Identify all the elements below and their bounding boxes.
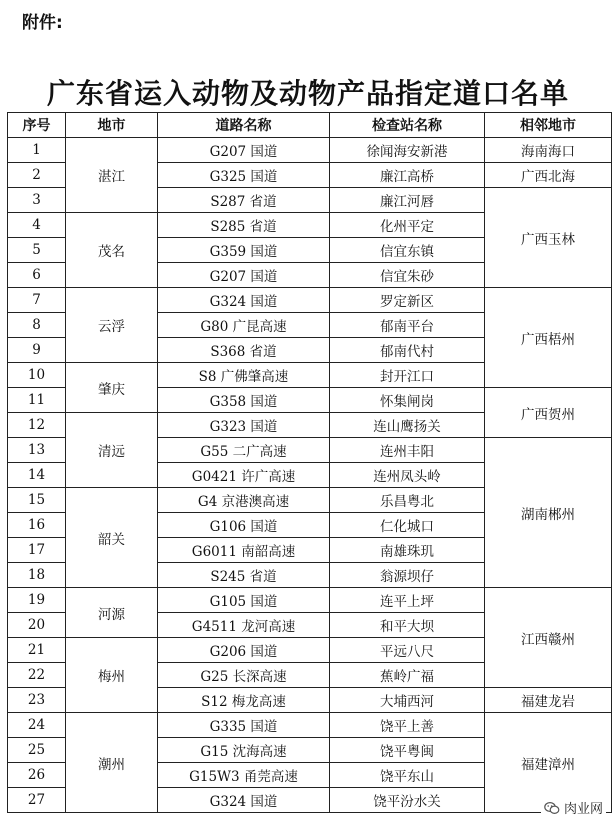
- road-cell: S287 省道: [158, 188, 330, 213]
- road-cell: G80 广昆高速: [158, 313, 330, 338]
- road-cell: G207 国道: [158, 263, 330, 288]
- row-index: 17: [8, 538, 66, 563]
- neighbor-city-cell: 广西玉林: [485, 188, 612, 288]
- city-cell: 清远: [66, 413, 158, 488]
- road-cell: G325 国道: [158, 163, 330, 188]
- row-index: 26: [8, 763, 66, 788]
- row-index: 2: [8, 163, 66, 188]
- road-cell: G323 国道: [158, 413, 330, 438]
- road-cell: G358 国道: [158, 388, 330, 413]
- watermark: [541, 797, 606, 818]
- station-cell: 饶平粤闽: [330, 738, 485, 763]
- road-cell: G0421 许广高速: [158, 463, 330, 488]
- watermark-text: 肉业网: [563, 802, 603, 817]
- table-body: [8, 138, 612, 813]
- station-cell: 郁南平台: [330, 313, 485, 338]
- row-index: 19: [8, 588, 66, 613]
- header-road: 道路名称: [158, 113, 330, 138]
- road-cell: G4 京港澳高速: [158, 488, 330, 513]
- attachment-label: 附件:: [22, 13, 63, 33]
- neighbor-city-cell: 福建漳州: [485, 713, 612, 813]
- road-cell: G335 国道: [158, 713, 330, 738]
- road-cell: G15 沈海高速: [158, 738, 330, 763]
- row-index: 4: [8, 213, 66, 238]
- road-cell: G6011 南韶高速: [158, 538, 330, 563]
- road-cell: G55 二广高速: [158, 438, 330, 463]
- row-index: 15: [8, 488, 66, 513]
- station-cell: 连平上坪: [330, 588, 485, 613]
- road-cell: S368 省道: [158, 338, 330, 363]
- station-cell: 饶平上善: [330, 713, 485, 738]
- road-cell: G4511 龙河高速: [158, 613, 330, 638]
- row-index: 16: [8, 513, 66, 538]
- station-cell: 南雄珠玑: [330, 538, 485, 563]
- table-header-row: [8, 113, 612, 138]
- row-index: 14: [8, 463, 66, 488]
- row-index: 22: [8, 663, 66, 688]
- station-cell: 连州丰阳: [330, 438, 485, 463]
- city-cell: 河源: [66, 588, 158, 638]
- station-cell: 仁化城口: [330, 513, 485, 538]
- row-index: 6: [8, 263, 66, 288]
- neighbor-city-cell: 广西北海: [485, 163, 612, 188]
- header-index: 序号: [8, 113, 66, 138]
- header-neighbor: 相邻地市: [485, 113, 612, 138]
- wechat-icon: [544, 801, 560, 815]
- station-cell: 饶平汾水关: [330, 788, 485, 813]
- table-row: [8, 288, 612, 313]
- station-cell: 化州平定: [330, 213, 485, 238]
- station-cell: 怀集闸岗: [330, 388, 485, 413]
- road-cell: G15W3 甬莞高速: [158, 763, 330, 788]
- page-title: 广东省运入动物及动物产品指定道口名单: [46, 77, 569, 110]
- checkpoint-table: [7, 112, 612, 813]
- road-cell: S285 省道: [158, 213, 330, 238]
- station-cell: 平远八尺: [330, 638, 485, 663]
- station-cell: 信宜朱砂: [330, 263, 485, 288]
- station-cell: 廉江高桥: [330, 163, 485, 188]
- header-city: 地市: [66, 113, 158, 138]
- table-row: [8, 713, 612, 738]
- station-cell: 罗定新区: [330, 288, 485, 313]
- station-cell: 连州凤头岭: [330, 463, 485, 488]
- station-cell: 徐闻海安新港: [330, 138, 485, 163]
- station-cell: 大埔西河: [330, 688, 485, 713]
- road-cell: G324 国道: [158, 788, 330, 813]
- city-cell: 湛江: [66, 138, 158, 213]
- city-cell: 茂名: [66, 213, 158, 288]
- neighbor-city-cell: 江西赣州: [485, 588, 612, 688]
- header-station: 检查站名称: [330, 113, 485, 138]
- table-row: [8, 138, 612, 163]
- city-cell: 云浮: [66, 288, 158, 363]
- road-cell: G359 国道: [158, 238, 330, 263]
- row-index: 13: [8, 438, 66, 463]
- row-index: 18: [8, 563, 66, 588]
- neighbor-city-cell: 广西贺州: [485, 388, 612, 438]
- station-cell: 信宜东镇: [330, 238, 485, 263]
- road-cell: G207 国道: [158, 138, 330, 163]
- road-cell: G25 长深高速: [158, 663, 330, 688]
- station-cell: 饶平东山: [330, 763, 485, 788]
- row-index: 21: [8, 638, 66, 663]
- row-index: 20: [8, 613, 66, 638]
- row-index: 1: [8, 138, 66, 163]
- row-index: 27: [8, 788, 66, 813]
- neighbor-city-cell: 海南海口: [485, 138, 612, 163]
- station-cell: 郁南代村: [330, 338, 485, 363]
- row-index: 24: [8, 713, 66, 738]
- station-cell: 和平大坝: [330, 613, 485, 638]
- road-cell: S8 广佛肇高速: [158, 363, 330, 388]
- station-cell: 封开江口: [330, 363, 485, 388]
- road-cell: S245 省道: [158, 563, 330, 588]
- row-index: 11: [8, 388, 66, 413]
- neighbor-city-cell: 湖南郴州: [485, 438, 612, 588]
- station-cell: 连山鹰扬关: [330, 413, 485, 438]
- station-cell: 翁源坝仔: [330, 563, 485, 588]
- station-cell: 蕉岭广福: [330, 663, 485, 688]
- row-index: 10: [8, 363, 66, 388]
- city-cell: 潮州: [66, 713, 158, 813]
- row-index: 5: [8, 238, 66, 263]
- table-row: [8, 588, 612, 613]
- row-index: 25: [8, 738, 66, 763]
- row-index: 7: [8, 288, 66, 313]
- row-index: 8: [8, 313, 66, 338]
- row-index: 12: [8, 413, 66, 438]
- city-cell: 韶关: [66, 488, 158, 588]
- city-cell: 肇庆: [66, 363, 158, 413]
- road-cell: S12 梅龙高速: [158, 688, 330, 713]
- road-cell: G106 国道: [158, 513, 330, 538]
- row-index: 9: [8, 338, 66, 363]
- road-cell: G206 国道: [158, 638, 330, 663]
- row-index: 3: [8, 188, 66, 213]
- row-index: 23: [8, 688, 66, 713]
- city-cell: 梅州: [66, 638, 158, 713]
- neighbor-city-cell: 福建龙岩: [485, 688, 612, 713]
- neighbor-city-cell: 广西梧州: [485, 288, 612, 388]
- road-cell: G324 国道: [158, 288, 330, 313]
- station-cell: 乐昌粤北: [330, 488, 485, 513]
- road-cell: G105 国道: [158, 588, 330, 613]
- station-cell: 廉江河唇: [330, 188, 485, 213]
